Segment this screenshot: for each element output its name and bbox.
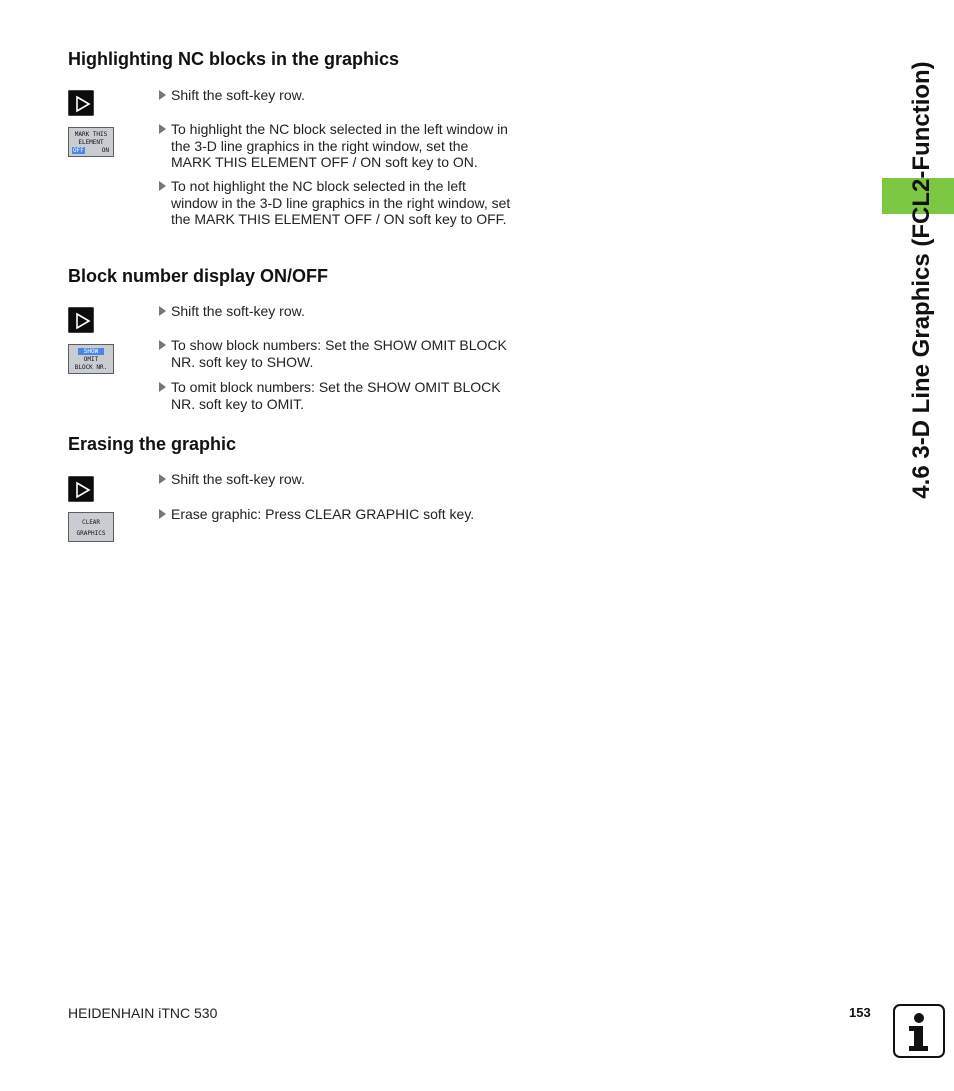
bullet-arrow-icon xyxy=(159,382,166,392)
softkey-option-on: ON xyxy=(101,147,109,154)
step-item: Shift the soft-key row. xyxy=(171,87,511,104)
bullet-arrow-icon xyxy=(159,90,166,100)
bullet-arrow-icon xyxy=(159,340,166,350)
info-icon xyxy=(893,1004,945,1058)
next-softkey-row-icon[interactable] xyxy=(68,307,94,333)
step-item: To omit block numbers: Set the SHOW OMIT BLOCK NR. soft key to OMIT. xyxy=(171,379,511,412)
step-item: To not highlight the NC block selected in the left window in the 3-D line graphics in the right window, set the MARK THIS ELEMENT OFF / ON soft key to OFF. xyxy=(171,178,511,228)
next-softkey-row-icon[interactable] xyxy=(68,90,94,116)
bullet-arrow-icon xyxy=(159,306,166,316)
softkey-option-show: SHOW xyxy=(78,348,104,355)
bullet-arrow-icon xyxy=(159,474,166,484)
step-item: Shift the soft-key row. xyxy=(171,303,511,320)
softkey-mark-this-element[interactable]: MARK THIS ELEMENT OFF ON xyxy=(68,127,114,157)
step-item: To highlight the NC block selected in the left window in the 3-D line graphics in the right window, set the MARK THIS ELEMENT OFF / ON soft key to ON. xyxy=(171,121,511,171)
footer-product-name: HEIDENHAIN iTNC 530 xyxy=(68,1005,218,1021)
page-number: 153 xyxy=(849,1005,871,1020)
bullet-arrow-icon xyxy=(159,509,166,519)
section-heading-highlight-nc-blocks: Highlighting NC blocks in the graphics xyxy=(68,49,400,69)
softkey-option-off: OFF xyxy=(73,147,84,154)
softkey-clear-graphics[interactable]: CLEAR GRAPHICS xyxy=(68,512,114,542)
section-heading-erasing-graphic: Erasing the graphic xyxy=(68,434,237,454)
step-item: To show block numbers: Set the SHOW OMIT BLOCK NR. soft key to SHOW. xyxy=(171,337,511,370)
section-heading-block-number-display: Block number display ON/OFF xyxy=(68,266,329,286)
chapter-title: 4.6 3-D Line Graphics (FCL2-Function) xyxy=(908,61,935,499)
step-item: Shift the soft-key row. xyxy=(171,471,511,488)
bullet-arrow-icon xyxy=(159,181,166,191)
next-softkey-row-icon[interactable] xyxy=(68,476,94,502)
bullet-arrow-icon xyxy=(159,124,166,134)
softkey-show-omit-block-nr[interactable]: SHOW OMIT BLOCK NR. xyxy=(68,344,114,374)
step-item: Erase graphic: Press CLEAR GRAPHIC soft key. xyxy=(171,506,511,523)
